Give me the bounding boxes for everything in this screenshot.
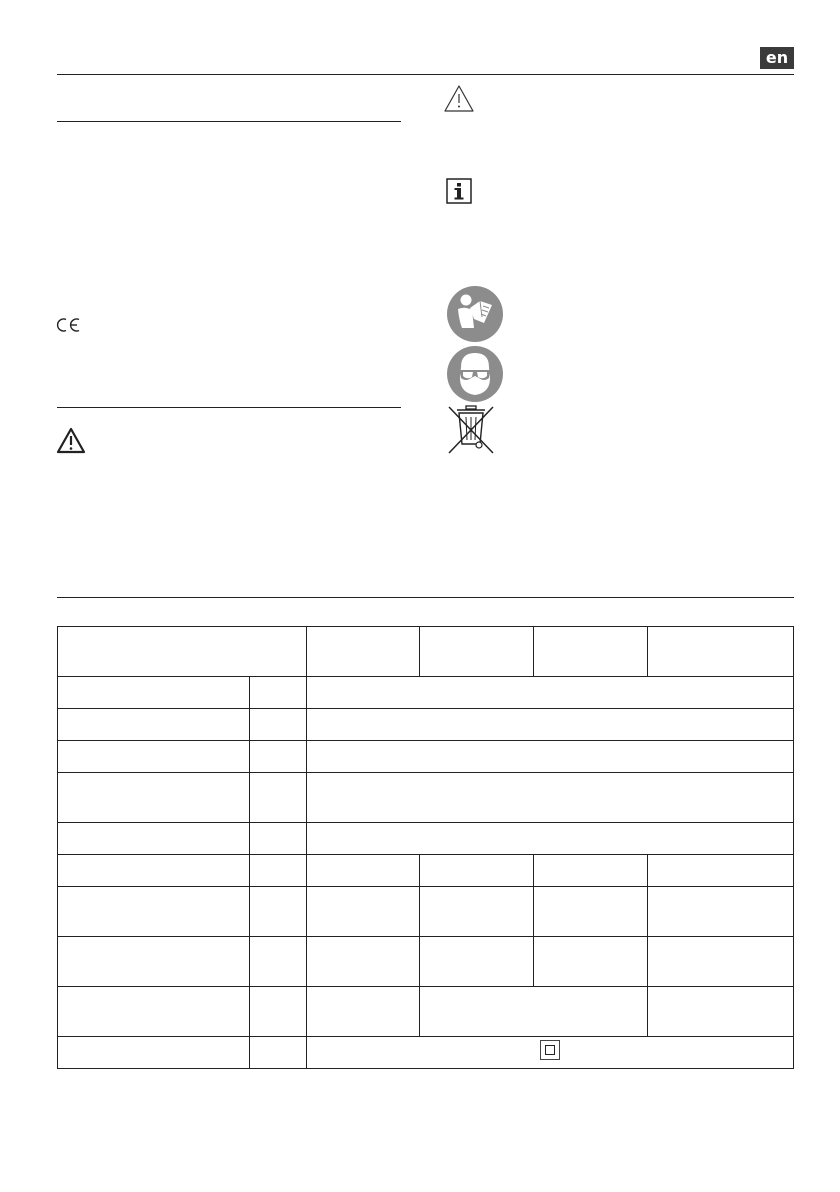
table-cell bbox=[307, 1037, 794, 1069]
table-row bbox=[58, 741, 794, 773]
table-cell bbox=[58, 937, 250, 987]
table-cell bbox=[307, 773, 794, 823]
table-cell bbox=[58, 823, 250, 855]
table-cell bbox=[534, 855, 648, 887]
table-cell bbox=[58, 709, 250, 741]
table-cell bbox=[250, 741, 307, 773]
table-cell bbox=[58, 1037, 250, 1069]
table-cell bbox=[307, 741, 794, 773]
table-cell bbox=[534, 937, 648, 987]
table-cell bbox=[420, 937, 534, 987]
table-cell bbox=[307, 627, 420, 677]
ce-mark-icon bbox=[56, 317, 82, 333]
header-rule bbox=[57, 74, 794, 75]
table-cell bbox=[58, 741, 250, 773]
table-cell bbox=[58, 887, 250, 937]
crossed-out-bin-icon bbox=[446, 404, 496, 456]
table-row bbox=[58, 709, 794, 741]
table-cell bbox=[534, 887, 648, 937]
table-cell bbox=[250, 1037, 307, 1069]
table-cell bbox=[58, 627, 307, 677]
table-cell bbox=[58, 677, 250, 709]
protection-class-ii-icon bbox=[540, 1040, 560, 1060]
table-cell bbox=[250, 987, 307, 1037]
read-manual-icon bbox=[446, 285, 504, 343]
info-icon bbox=[446, 178, 472, 204]
table-cell bbox=[648, 627, 794, 677]
table-cell bbox=[648, 855, 794, 887]
table-cell bbox=[420, 887, 534, 937]
table-cell bbox=[250, 709, 307, 741]
table-row bbox=[58, 987, 794, 1037]
table-row bbox=[58, 1037, 794, 1069]
table-cell bbox=[534, 627, 648, 677]
table-cell bbox=[250, 855, 307, 887]
table-cell bbox=[250, 887, 307, 937]
table-cell bbox=[307, 677, 794, 709]
table-cell bbox=[250, 937, 307, 987]
table-cell bbox=[58, 773, 250, 823]
table-cell bbox=[648, 887, 794, 937]
table-cell bbox=[250, 677, 307, 709]
table-row bbox=[58, 677, 794, 709]
table-header-row bbox=[58, 627, 794, 677]
table-row bbox=[58, 937, 794, 987]
section-rule-left-1 bbox=[57, 121, 401, 122]
table-cell bbox=[307, 855, 420, 887]
table-cell bbox=[648, 937, 794, 987]
section-rule-full bbox=[57, 597, 794, 598]
table-cell bbox=[58, 987, 250, 1037]
table-row bbox=[58, 855, 794, 887]
table-cell bbox=[307, 709, 794, 741]
table-cell bbox=[307, 987, 420, 1037]
technical-data-table bbox=[57, 626, 794, 1069]
table-cell bbox=[307, 823, 794, 855]
table-cell bbox=[420, 855, 534, 887]
table-cell bbox=[250, 773, 307, 823]
table-cell bbox=[58, 855, 250, 887]
caution-triangle-icon bbox=[442, 84, 476, 114]
table-cell bbox=[307, 937, 420, 987]
language-badge: en bbox=[760, 47, 794, 69]
table-row bbox=[58, 887, 794, 937]
table-cell bbox=[420, 627, 534, 677]
table-cell bbox=[250, 823, 307, 855]
section-rule-left-2 bbox=[57, 407, 401, 408]
table-cell bbox=[420, 987, 648, 1037]
table-row bbox=[58, 773, 794, 823]
eye-protection-icon bbox=[446, 345, 504, 403]
warning-triangle-icon bbox=[55, 426, 87, 456]
table-cell bbox=[648, 987, 794, 1037]
table-cell bbox=[307, 887, 420, 937]
table-row bbox=[58, 823, 794, 855]
